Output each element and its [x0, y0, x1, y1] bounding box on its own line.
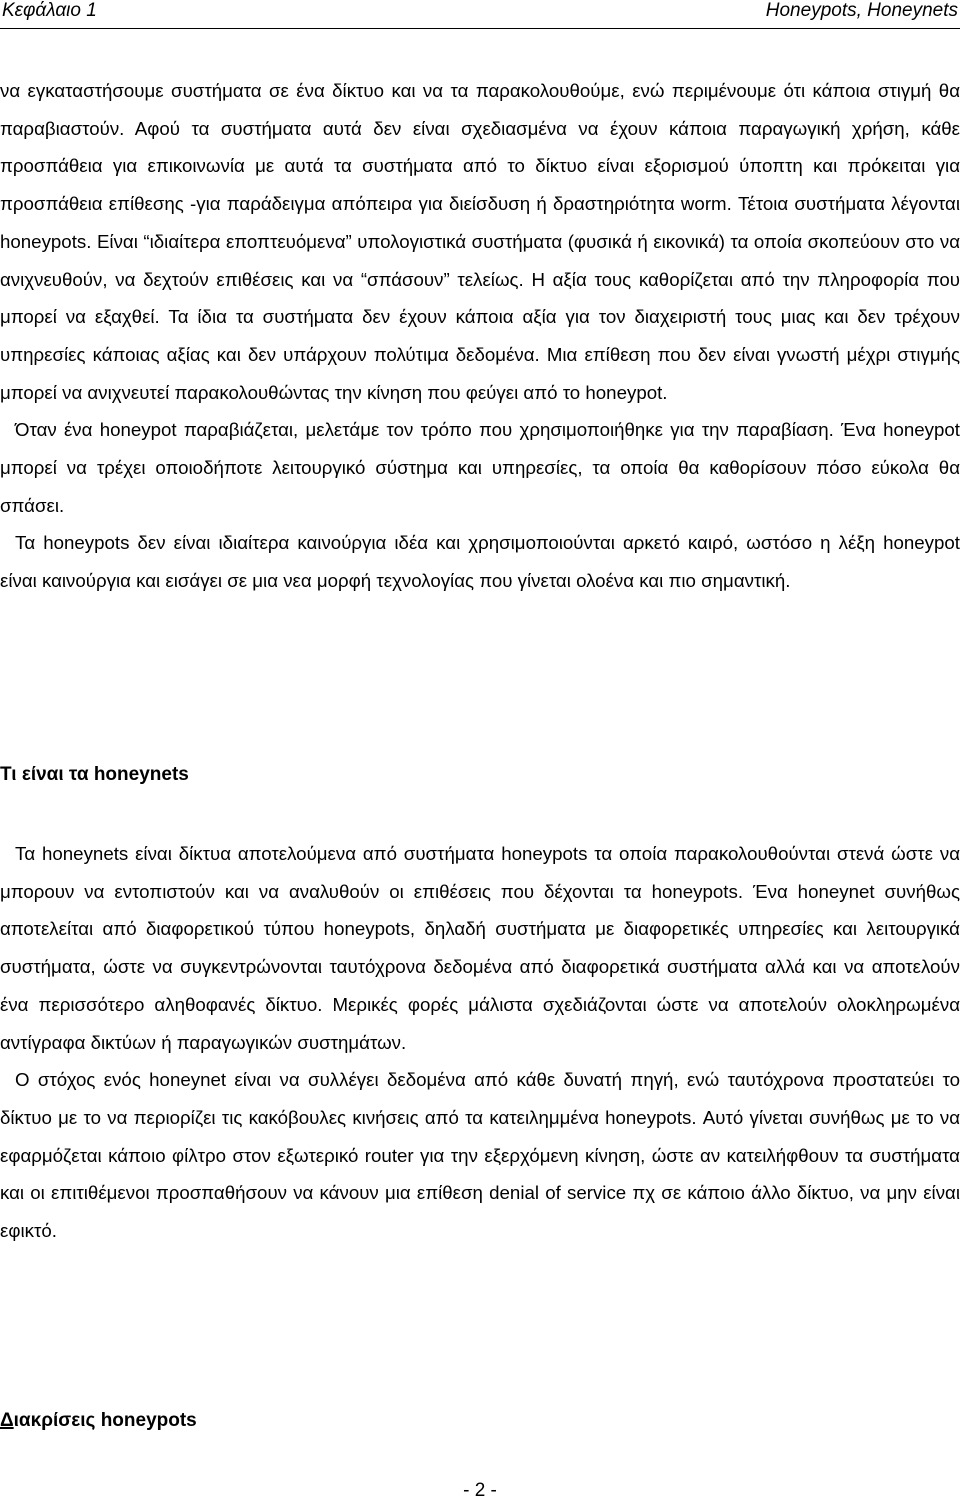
heading-honeypot-distinctions: [0, 1410, 197, 1432]
heading-underlined-letter: Δ: [0, 1410, 14, 1431]
heading-what-are-honeynets: Τι είναι τα honeynets: [0, 764, 189, 785]
intro-section: [0, 72, 960, 600]
paragraph-honeypot-compromise: Όταν ένα honeypot παραβιάζεται, μελετάμε τον τρόπο που χρησιμοποιήθηκε για την παραβίαση. Ένα honeypot μπορεί να τρέχει οποιοδήποτε λειτουργικό σύστημα και υπηρεσίες, τα οποία θα καθορίσουν πόσο εύκολα θα σπάσει.: [0, 419, 960, 516]
honeynets-section: [0, 835, 960, 1250]
paragraph-honeypots-intro: να εγκαταστήσουμε συστήματα σε ένα δίκτυο και να τα παρακολουθούμε, ενώ περιμένουμε ότι κάποια στιγμή θα παραβιαστούν. Αφού τα συστήματα αυτά δεν είναι σχεδιασμένα να έχουν κάποια παραγωγική χρήση, κάθε προσπάθεια για επικοινωνία με αυτά τα συστήματα από το δίκτυο είναι εξορισμού ύποπτη και πρόκειται για προσπάθεια επίθεσης -για παράδειγμα απόπειρα για διείσδυση ή δραστηριότητα worm. Τέτοια συστήματα λέγονται honeypots. Είναι “ιδιαίτερα εποπτευόμενα” υπολογιστικά συστήματα (φυσικά ή εικονικά) τα οποία σκοπεύουν στο να ανιχνευθούν, να δεχτούν επιθέσεις και να “σπάσουν” τελείως. Η αξία τους καθορίζεται από την πληροφορία που μπορεί να εξαχθεί. Τα ίδια τα συστήματα δεν έχουν κάποια αξία για τον διαχειριστή τους μιας και δεν τρέχουν υπηρεσίες κάποιας αξίας και δεν υπάρχουν πολύτιμα δεδομένα. Μια επίθεση που δεν είναι γνωστή μέχρι στιγμής μπορεί να ανιχνευτεί παρακολουθώντας την κίνηση που φεύγει από το honeypot.: [0, 80, 960, 403]
heading-rest: ιακρίσεις honeypots: [13, 1410, 197, 1431]
paragraph-honeypot-history: Τα honeypots δεν είναι ιδιαίτερα καινούργια ιδέα και χρησιμοποιούνται αρκετό καιρό, ωστόσο η λέξη honeypot είναι καινούργια και εισάγει σε μια νεα μορφή τεχνολογίας που γίνεται ολοένα και πιο σημαντική.: [0, 532, 960, 592]
header-divider: [0, 28, 960, 29]
paragraph-honeynets-definition: Τα honeynets είναι δίκτυα αποτελούμενα από συστήματα honeypots τα οποία παρακολουθούνται στενά ώστε να μπορουν να εντοπιστούν και να αναλυθούν οι επιθέσεις που δέχονται τα honeypots. Ένα honeynet συνήθως αποτελείται από διαφορετικού τύπου honeypots, δηλαδή συστήματα με διαφορετικές υπηρεσίες και λειτουργικά συστήματα, ώστε να συγκεντρώνονται ταυτόχρονα δεδομένα από διαφορετικά συστήματα αλλά και να αποτελούν ένα περισσότερο αληθοφανές δίκτυο. Μερικές φορές μάλιστα σχεδιάζονται ώστε να αποτελούν ολοκληρωμένα αντίγραφα δικτύων ή παραγωγικών συστημάτων.: [0, 843, 960, 1053]
page-header: [0, 0, 960, 28]
section-label: Honeypots, Honeynets: [765, 0, 958, 21]
page-number: - 2 -: [463, 1480, 497, 1501]
paragraph-honeynet-goal: Ο στόχος ενός honeynet είναι να συλλέγει δεδομένα από κάθε δυνατή πηγή, ενώ ταυτόχρονα προστατεύει το δίκτυο με το να περιορίζει τις κακόβουλες κινήσεις από τα κατειλημμένα honeypots. Αυτό γίνεται συνήθως με το να εφαρμόζεται κάποιο φίλτρο στον εξωτερικό router για την εξερχόμενη κίνηση, ώστε αν κατειλήφθουν τα συστήματα και οι επιτιθέμενοι προσπαθήσουν να κάνουν μια επίθεση denial of service πχ σε κάποιο άλλο δίκτυο, να μην είναι εφικτό.: [0, 1069, 960, 1242]
chapter-label: Κεφάλαιο 1: [2, 0, 97, 21]
